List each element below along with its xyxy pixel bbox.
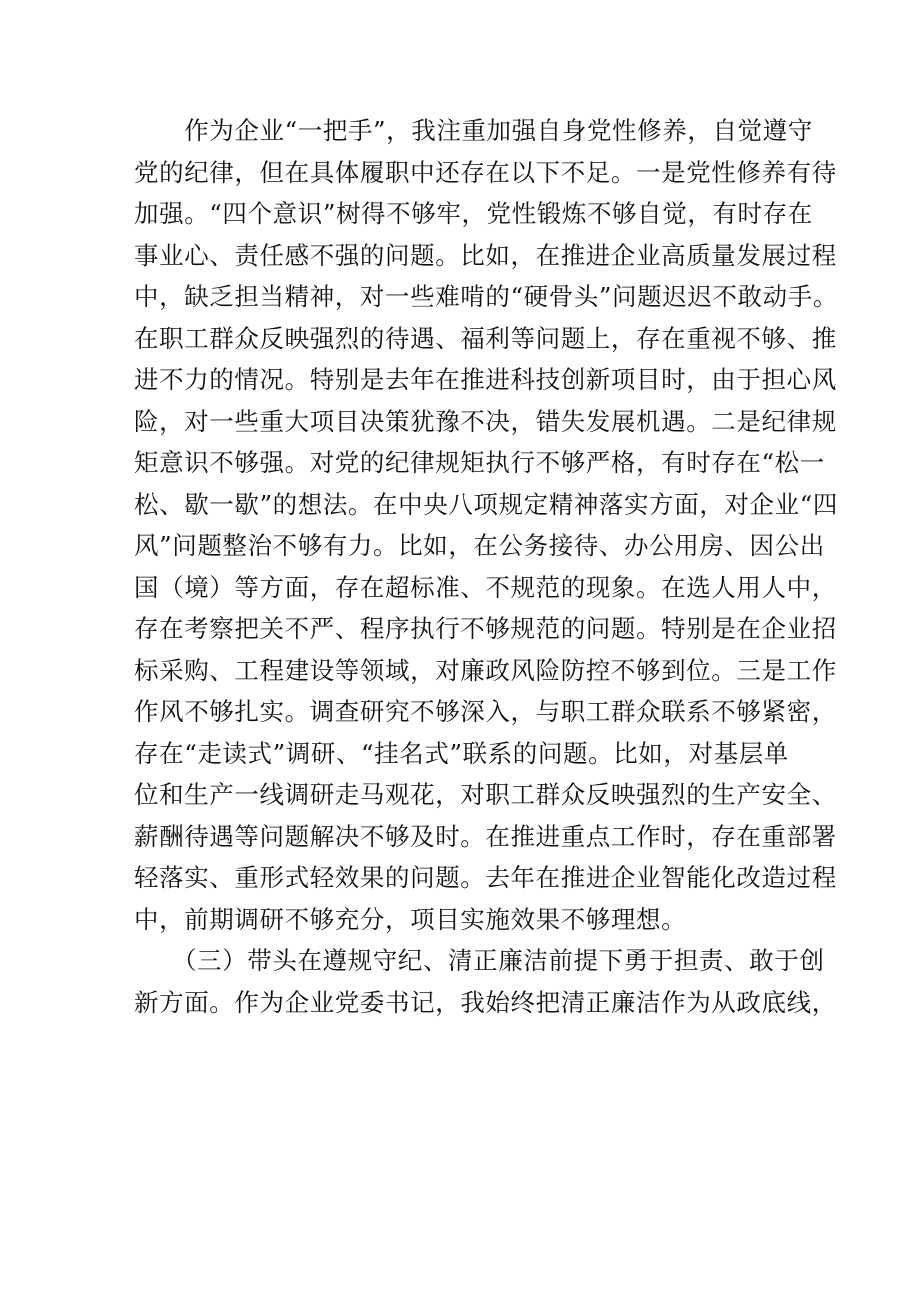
text-line: 事业心、责任感不强的问题。比如，在推进企业高质量发展过程 (134, 240, 837, 270)
text-line: 标采购、工程建设等领域，对廉政风险防控不够到位。三是工作 (134, 655, 837, 685)
text-line: 进不力的情况。特别是去年在推进科技创新项目时，由于担心风 (134, 365, 837, 394)
text-line: 作为企业“一把手”，我注重加强自身党性修养，自觉遵守 (134, 116, 813, 145)
text-line: 薪酬待遇等问题解决不够及时。在推进重点工作时，存在重部署 (134, 821, 837, 851)
text-line: 风”问题整治不够有力。比如，在公务接待、办公用房、因公出 (134, 531, 825, 560)
body-text (134, 110, 838, 1023)
text-line: 松、歇一歇”的想法。在中央八项规定精神落实方面，对企业“四 (134, 489, 838, 519)
text-line: 中，前期调研不够充分，项目实施效果不够理想。 (134, 904, 687, 934)
text-line: 存在考察把关不严、程序执行不够规范的问题。特别是在企业招 (134, 614, 837, 643)
text-line: 位和生产一线调研走马观花，对职工群众反映强烈的生产安全、 (134, 780, 837, 809)
text-line: 险，对一些重大项目决策犹豫不决，错失发展机遇。二是纪律规 (134, 406, 837, 436)
text-line: 新方面。作为企业党委书记，我始终把清正廉洁作为从政底线， (134, 987, 837, 1017)
text-line: 党的纪律，但在具体履职中还存在以下不足。一是党性修养有待 (134, 157, 837, 187)
text-line: 矩意识不够强。对党的纪律规矩执行不够严格，有时存在“松一 (134, 448, 825, 477)
text-line: 加强。“四个意识”树得不够牢，党性锻炼不够自觉，有时存在 (134, 199, 813, 228)
text-line: 作风不够扎实。调查研究不够深入，与职工群众联系不够紧密， (134, 697, 837, 726)
text-line: 在职工群众反映强烈的待遇、福利等问题上，存在重视不够、推 (134, 323, 837, 353)
text-line: （三）带头在遵规守纪、清正廉洁前提下勇于担责、敢于创 (134, 946, 825, 975)
text-line: 轻落实、重形式轻效果的问题。去年在推进企业智能化改造过程 (134, 863, 837, 892)
text-line: 存在“走读式”调研、“挂名式”联系的问题。比如，对基层单 (134, 738, 789, 768)
text-line: 国（境）等方面，存在超标准、不规范的现象。在选人用人中， (134, 572, 837, 602)
text-line: 中，缺乏担当精神，对一些难啃的“硬骨头”问题迟迟不敢动手。 (134, 282, 838, 311)
